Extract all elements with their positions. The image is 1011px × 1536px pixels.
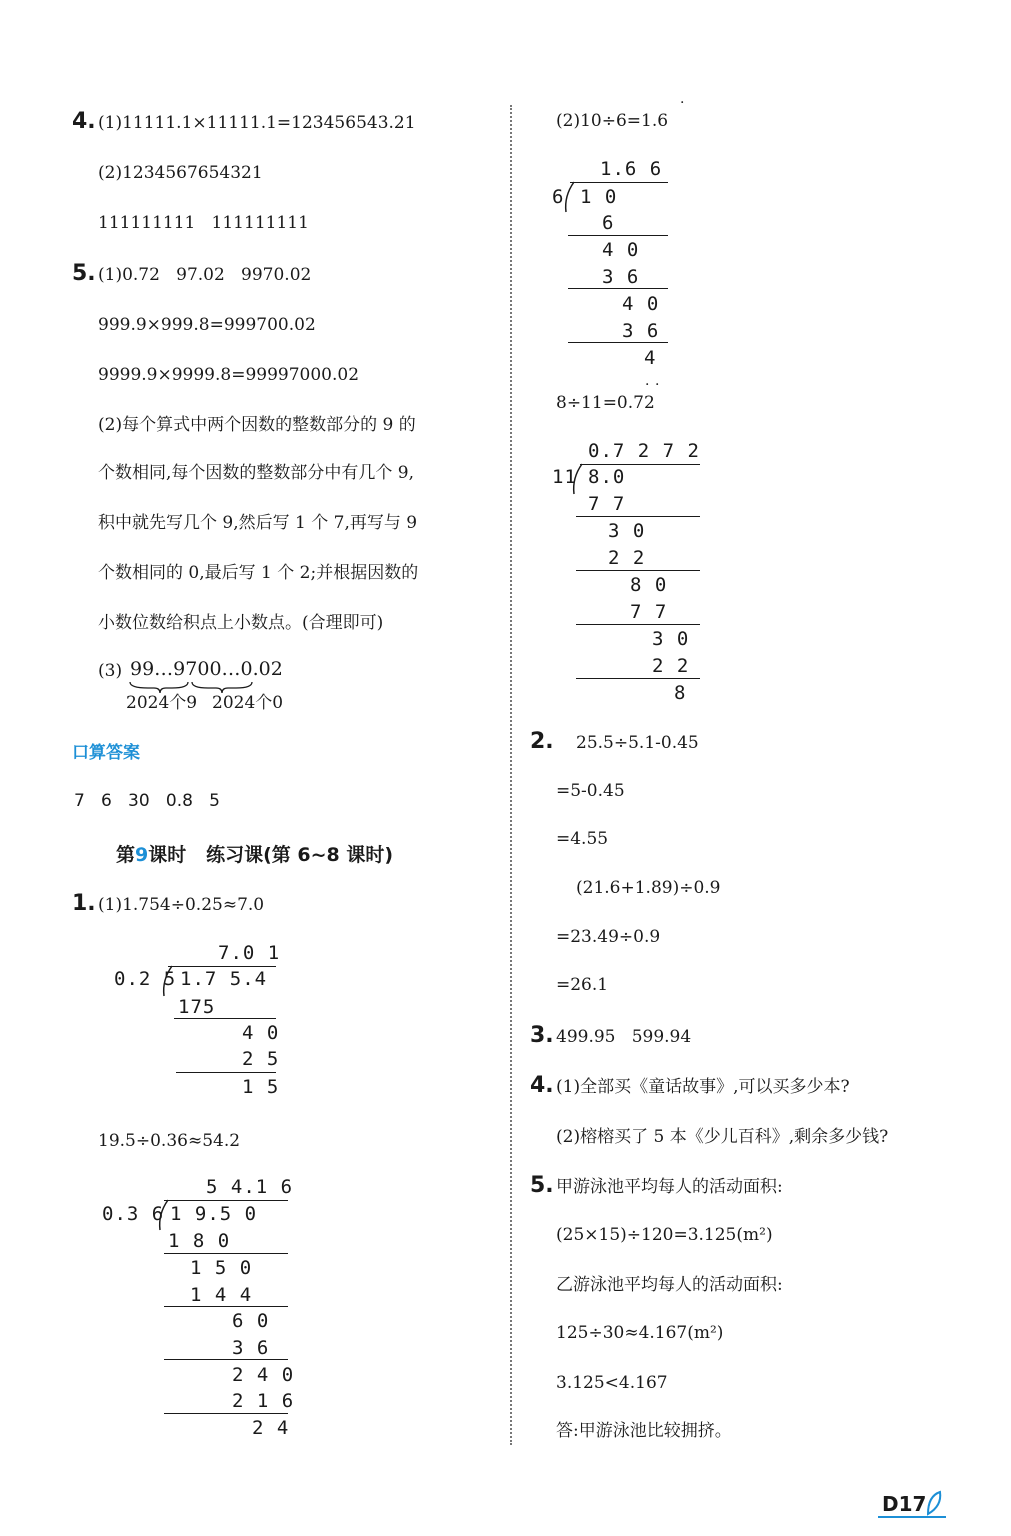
div2-line-3 — [164, 1359, 288, 1360]
div2-row-5: 3 6 — [232, 1337, 270, 1359]
div2-row-4: 6 0 — [232, 1310, 270, 1332]
r-q2-line-6: =26.1 — [556, 975, 609, 995]
rdiv2-row-1: 7 7 — [588, 493, 626, 515]
r-q5-line-2: (25×15)÷120=3.125(m²) — [556, 1225, 773, 1245]
rdiv2-row-5: 7 7 — [630, 601, 668, 623]
rdiv2-line-2 — [576, 570, 700, 571]
r-q5-line-4: 125÷30≈4.167(m²) — [556, 1323, 724, 1343]
repeating-dot: · — [680, 95, 685, 111]
rdiv2-dividend: 8.0 — [588, 466, 626, 488]
q5-part3-prefix: (3) — [98, 661, 123, 681]
rdiv2-row-8: 8 — [674, 682, 687, 704]
r-q2-line-4: (21.6+1.89)÷0.9 — [576, 878, 721, 898]
rdiv1-row-1: 6 — [602, 212, 615, 234]
q4-line-3: 111111111 111111111 — [98, 213, 309, 233]
div2-row-7: 2 1 6 — [232, 1390, 295, 1412]
q5-line-2: 999.9×999.8=999700.02 — [98, 315, 316, 335]
r-part2-line-2: 8÷11=0.72 — [556, 393, 655, 413]
rdiv2-line-3 — [576, 624, 700, 625]
rdiv1-line-3 — [568, 342, 668, 343]
question-5-number: 5. — [72, 261, 96, 286]
r-q5-line-5: 3.125<4.167 — [556, 1373, 668, 1393]
q5-line-8: 小数位数给积点上小数点。(合理即可) — [98, 613, 384, 633]
div1-row-2: 4 0 — [242, 1022, 280, 1044]
rdiv2-row-3: 2 2 — [608, 547, 646, 569]
q5-line-1: (1)0.72 97.02 9970.02 — [98, 265, 312, 285]
page-number: D17 — [882, 1492, 927, 1516]
q5-line-5: 个数相同,每个因数的整数部分中有几个 9, — [98, 463, 415, 483]
div1-divisor: 0.2 5 — [114, 968, 177, 990]
oral-answers-values: 7 6 30 0.8 5 — [74, 791, 220, 811]
r-question-4-number: 4. — [530, 1073, 554, 1098]
rdiv1-quotient: 1.6 6 — [600, 158, 663, 180]
rdiv1-row-3: 3 6 — [602, 266, 640, 288]
rdiv2-row-4: 8 0 — [630, 574, 668, 596]
lesson-heading — [116, 840, 393, 867]
rdiv2-line-4 — [576, 678, 700, 679]
q4-line-2: (2)1234567654321 — [98, 163, 263, 183]
rdiv2-divisor: 11 — [552, 466, 577, 488]
r-q5-line-3: 乙游泳池平均每人的活动面积: — [556, 1275, 783, 1295]
rdiv2-row-2: 3 0 — [608, 520, 646, 542]
r-q5-line-6: 答:甲游泳池比较拥挤。 — [556, 1421, 732, 1441]
q5-part3-expression: 99…9700…0.02 — [130, 658, 283, 680]
leaf-icon — [924, 1490, 944, 1516]
rdiv1-divisor: 6 — [552, 186, 565, 208]
q4-line-1: (1)11111.1×11111.1=123456543.21 — [98, 113, 416, 133]
repeating-dot-1: · — [645, 377, 650, 393]
div1-dividend: 1.7 5.4 — [180, 968, 268, 990]
div2-row-1: 1 8 0 — [168, 1230, 231, 1252]
rdiv1-row-4: 4 0 — [622, 293, 660, 315]
rdiv2-row-7: 2 2 — [652, 655, 690, 677]
lesson-suffix: 课时 练习课(第 6~8 课时) — [148, 844, 394, 866]
rdiv2-row-6: 3 0 — [652, 628, 690, 650]
oral-answers-title: 口算答案 — [72, 743, 140, 763]
div1-quotient: 7.0 1 — [218, 942, 281, 964]
r-question-2-number: 2. — [530, 729, 554, 754]
div1-row-3: 2 5 — [242, 1048, 280, 1070]
div2-row-2: 1 5 0 — [190, 1257, 253, 1279]
div2-line-1 — [164, 1253, 288, 1254]
r-q3-text: 499.95 599.94 — [556, 1027, 692, 1047]
r-question-5-number: 5. — [530, 1173, 554, 1198]
div1-row-1: 175 — [178, 996, 216, 1018]
div2-dividend: 1 9.5 0 — [170, 1203, 258, 1225]
underbrace-label-zeros: 2024个0 — [212, 693, 284, 713]
rdiv1-line-2 — [568, 288, 668, 289]
question-4-number: 4. — [72, 109, 96, 134]
rdiv1-dividend: 1 0 — [580, 186, 618, 208]
div2-row-6: 2 4 0 — [232, 1364, 295, 1386]
lesson-prefix: 第 — [116, 844, 136, 866]
q5-line-6: 积中就先写几个 9,然后写 1 个 7,再写与 9 — [98, 513, 418, 533]
r-q2-line-5: =23.49÷0.9 — [556, 927, 661, 947]
div2-bar — [164, 1200, 288, 1201]
r-q2-line-2: =5-0.45 — [556, 781, 625, 801]
page-number-badge — [878, 1490, 946, 1520]
r-q4-line-2: (2)榕榕买了 5 本《少儿百科》,剩余多少钱? — [556, 1127, 889, 1147]
rdiv1-row-5: 3 6 — [622, 320, 660, 342]
div2-row-3: 1 4 4 — [190, 1284, 253, 1306]
question-1-number: 1. — [72, 891, 96, 916]
r-q5-line-1: 甲游泳池平均每人的活动面积: — [556, 1177, 783, 1197]
div2-line-4 — [164, 1413, 288, 1414]
div2-divisor: 0.3 6 — [102, 1203, 165, 1225]
page-number-underline — [878, 1516, 946, 1518]
r-q4-line-1: (1)全部买《童话故事》,可以买多少本? — [556, 1077, 850, 1097]
r-q2-line-3: =4.55 — [556, 829, 609, 849]
lesson-number: 9 — [135, 844, 149, 866]
rdiv1-row-2: 4 0 — [602, 239, 640, 261]
div1-line-1 — [174, 1018, 276, 1019]
repeating-dot-2: · — [655, 377, 660, 393]
rdiv1-line-1 — [568, 235, 668, 236]
q1-line-1: (1)1.754÷0.25≈7.0 — [98, 895, 265, 915]
q1-line-2: 19.5÷0.36≈54.2 — [98, 1131, 241, 1151]
rdiv1-bar — [570, 182, 668, 183]
q5-line-7: 个数相同的 0,最后写 1 个 2;并根据因数的 — [98, 563, 419, 583]
div1-line-2 — [176, 1072, 276, 1073]
div1-row-4: 1 5 — [242, 1076, 280, 1098]
div1-bar — [168, 966, 276, 967]
rdiv2-bar — [580, 464, 700, 465]
q5-line-3: 9999.9×9999.8=99997000.02 — [98, 365, 360, 385]
rdiv2-line-1 — [576, 516, 700, 517]
r-q2-line-1: 25.5÷5.1-0.45 — [576, 733, 699, 753]
q5-line-4: (2)每个算式中两个因数的整数部分的 9 的 — [98, 415, 416, 435]
r-part2-line-1: (2)10÷6=1.6 — [556, 111, 669, 131]
r-question-3-number: 3. — [530, 1023, 554, 1048]
rdiv2-quotient: 0.7 2 7 2 — [588, 440, 700, 462]
div2-line-2 — [164, 1306, 288, 1307]
column-divider — [510, 105, 512, 1445]
rdiv1-row-6: 4 — [644, 347, 657, 369]
div2-row-8: 2 4 — [252, 1417, 290, 1439]
underbrace-label-nines: 2024个9 — [126, 693, 198, 713]
div2-quotient: 5 4.1 6 — [206, 1176, 294, 1198]
